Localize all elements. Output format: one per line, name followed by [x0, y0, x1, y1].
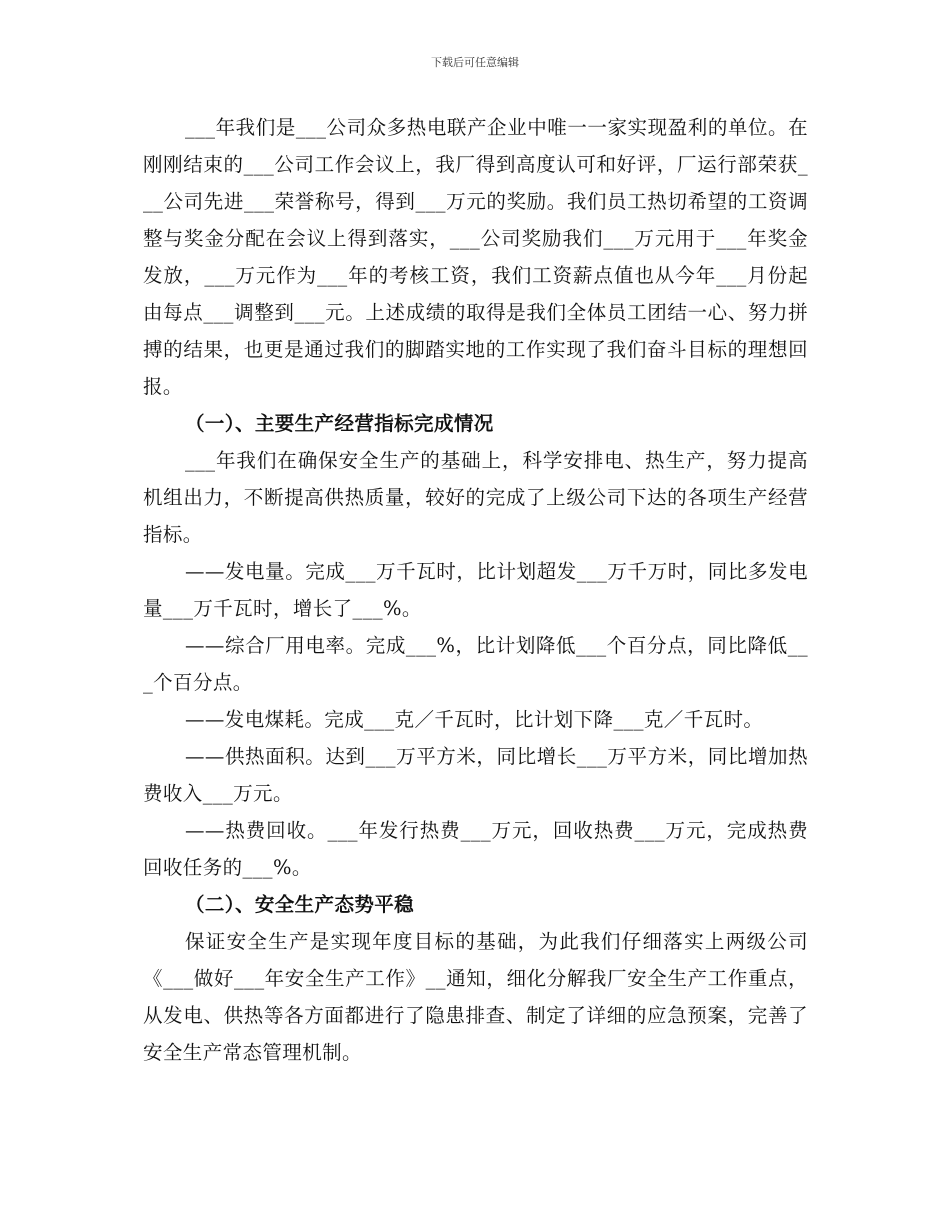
- section-heading-safety: （二）、安全生产态势平稳: [185, 893, 415, 916]
- section-heading-indicators: （一）、主要生产经营指标完成情况: [185, 412, 494, 435]
- paragraph-heating-fee-recovery: ——热费回收。___年发行热费___万元，回收热费___万元，完成热费回收任务的___%。: [143, 819, 808, 879]
- paragraph-power-generation: ——发电量。完成___万千瓦时，比计划超发___万千万时，同比多发电量___万千瓦时，增长了___%。: [143, 560, 808, 620]
- paragraph-annual-summary: ___年我们是___公司众多热电联产企业中唯一一家实现盈利的单位。在刚刚结束的___公司工作会议上，我厂得到高度认可和好评，厂运行部荣获___公司先进___荣誉称号，得到___万元的奖励。我们员工热切希望的工资调整与奖金分配在会议上得到落实，___公司奖励我们___万元用于___年奖金发放，___万元作为___年的考核工资，我们工资薪点值也从今年___月份起由每点___调整到___元。上述成绩的取得是我们全体员工团结一心、努力拼搏的结果，也更是通过我们的脚踏实地的工作实现了我们奋斗目标的理想回报。: [143, 116, 808, 398]
- document-body: [143, 109, 808, 1071]
- paragraph-safety-production: 保证安全生产是实现年度目标的基础，为此我们仔细落实上两级公司《___做好___年安全生产工作》__通知，细化分解我厂安全生产工作重点，从发电、供热等各方面都进行了隐患排查、制定了详细的应急预案，完善了安全生产常态管理机制。: [143, 930, 808, 1064]
- paragraph-heating-area: ——供热面积。达到___万平方米，同比增长___万平方米，同比增加热费收入___万元。: [143, 745, 808, 805]
- paragraph-indicators-intro: ___年我们在确保安全生产的基础上，科学安排电、热生产，努力提高机组出力，不断提高供热质量，较好的完成了上级公司下达的各项生产经营指标。: [143, 449, 808, 546]
- paragraph-coal-consumption: ——发电煤耗。完成___克／千瓦时，比计划下降___克／千瓦时。: [185, 708, 764, 731]
- page-header: 下载后可任意编辑: [431, 56, 519, 69]
- paragraph-plant-power-rate: ——综合厂用电率。完成___%，比计划降低___个百分点，同比降低___个百分点。: [143, 634, 808, 694]
